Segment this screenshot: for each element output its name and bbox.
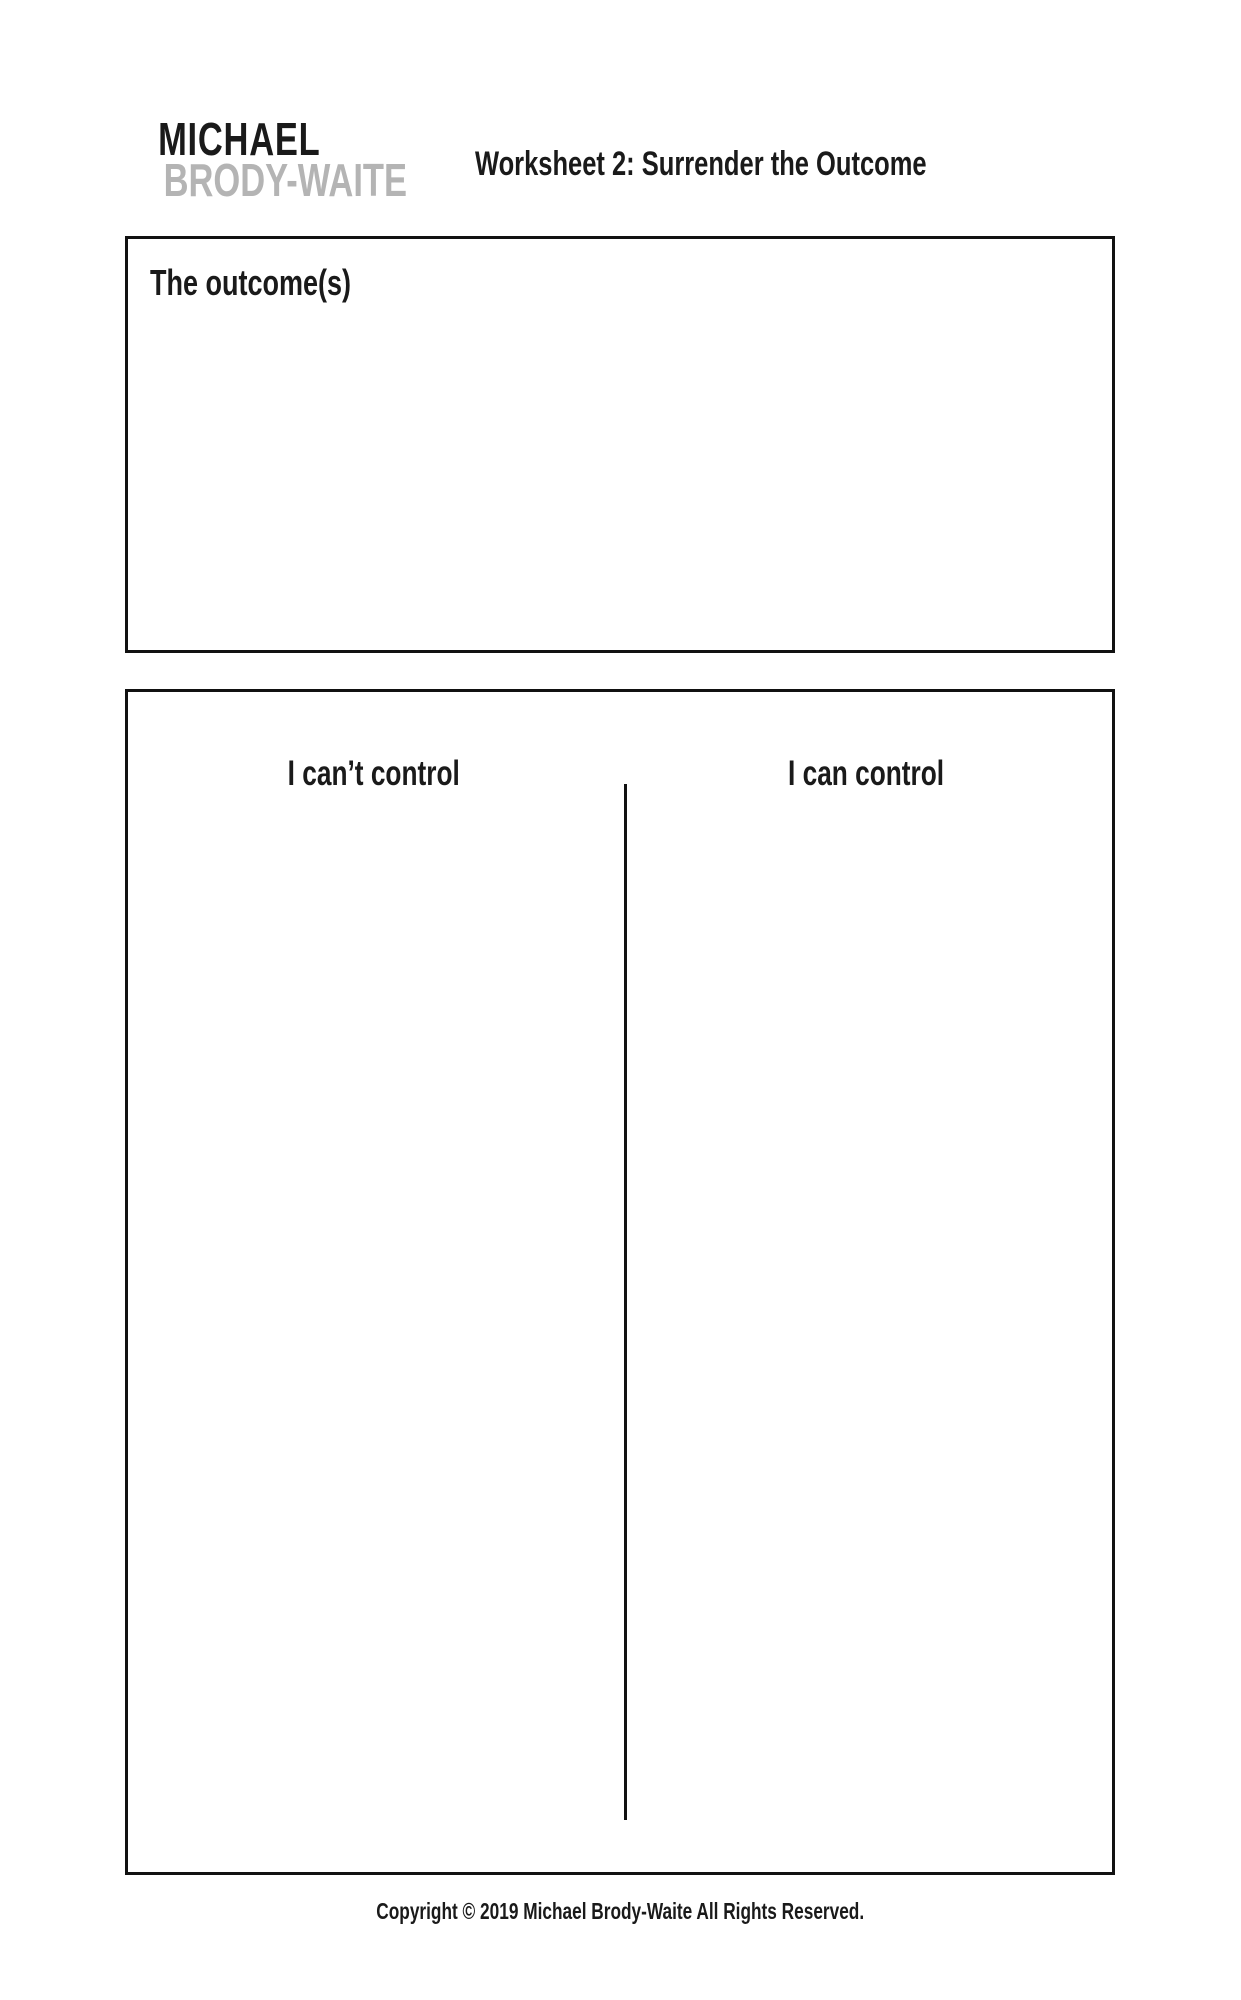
control-column-headers [128, 754, 1112, 794]
control-box [125, 689, 1115, 1875]
copyright-text: Copyright © 2019 Michael Brody-Waite All Rights Reserved. [376, 1898, 865, 1924]
outcome-box [125, 236, 1115, 653]
outcome-box-label: The outcome(s) [150, 262, 352, 303]
can-control-header: I can control [787, 754, 945, 793]
can-control-write-area[interactable] [627, 812, 1112, 1872]
brand-logo-line2: BRODY-WAITE [163, 154, 407, 206]
worksheet-title: Worksheet 2: Surrender the Outcome [475, 145, 927, 183]
cant-control-write-area[interactable] [128, 812, 624, 1872]
cant-control-header: I can’t control [287, 754, 461, 793]
brand-logo-line1: MICHAEL [157, 113, 321, 165]
outcome-write-area[interactable] [128, 314, 1112, 650]
brand-logo [123, 113, 407, 206]
